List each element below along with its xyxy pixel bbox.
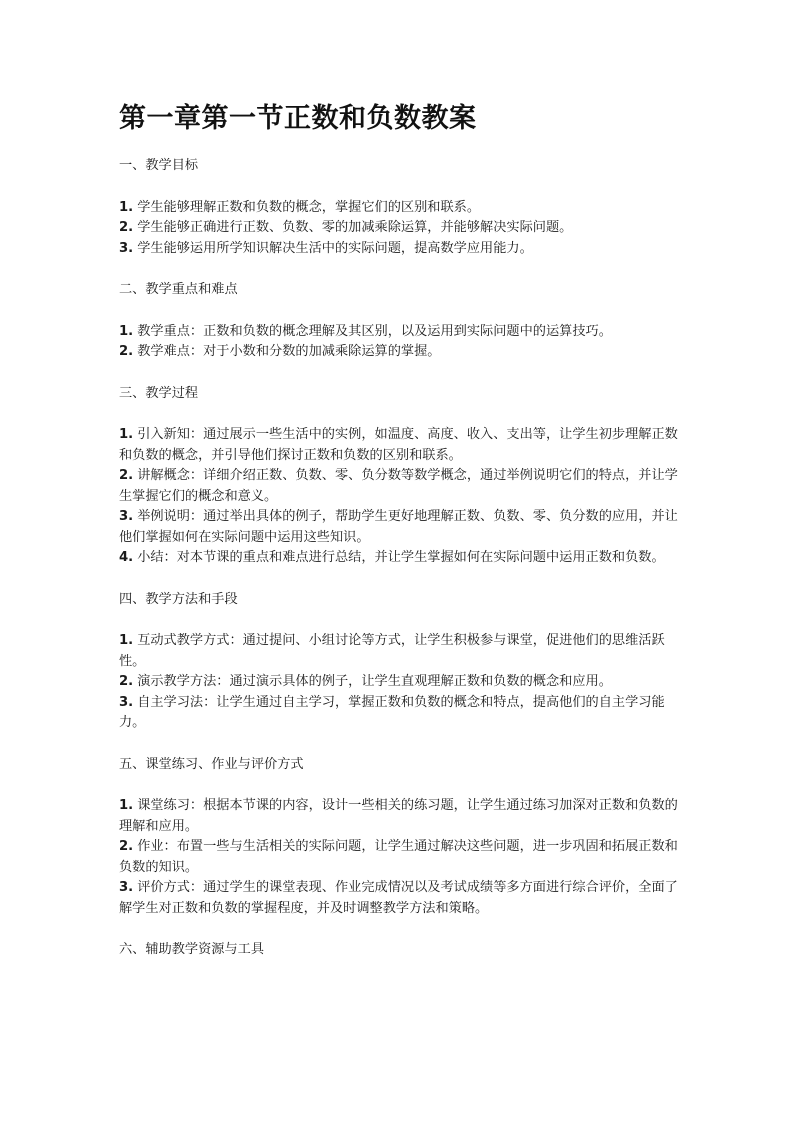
list-item-number: 2.	[119, 468, 134, 483]
list-item-number: 3.	[119, 509, 134, 524]
document-page	[119, 100, 689, 982]
list-item-number: 3.	[119, 694, 134, 710]
list-item-number: 4.	[119, 550, 134, 565]
list-item-text: 教学难点：对于小数和分数的加减乘除运算的掌握。	[137, 344, 441, 359]
list-item-number: 2.	[119, 674, 134, 689]
section-heading: 一、教学目标	[119, 158, 199, 173]
section-heading: 四、教学方法和手段	[119, 591, 238, 607]
list-item-text: 小结：对本节课的重点和难点进行总结，并让学生掌握如何在实际问题中运用正数和负数。	[137, 550, 665, 565]
section-heading: 六、辅助教学资源与工具	[119, 942, 265, 957]
section-heading: 二、教学重点和难点	[119, 282, 238, 297]
section-3	[119, 384, 689, 569]
numbered-list	[119, 796, 689, 919]
list-item	[119, 672, 689, 693]
list-item	[119, 322, 689, 343]
list-item	[119, 425, 689, 466]
list-item-text: 学生能够理解正数和负数的概念，掌握它们的区别和联系。	[137, 199, 481, 215]
list-item-text: 作业：布置一些与生活相关的实际问题，让学生通过解决这些问题，进一步巩固和拓展正数和负数的知识。	[119, 839, 678, 875]
numbered-list	[119, 425, 689, 569]
list-item-text: 演示教学方法：通过演示具体的例子，让学生直观理解正数和负数的概念和应用。	[137, 674, 612, 689]
list-item	[119, 239, 689, 260]
list-item	[119, 837, 689, 878]
document-body	[119, 156, 689, 961]
list-item	[119, 693, 689, 734]
list-item-text: 学生能够正确进行正数、负数、零的加减乘除运算，并能够解决实际问题。	[137, 220, 573, 235]
list-item-text: 学生能够运用所学知识解决生活中的实际问题，提高数学应用能力。	[137, 240, 533, 256]
numbered-list	[119, 198, 689, 260]
section-heading: 三、教学过程	[119, 385, 199, 401]
list-item-number: 1.	[119, 633, 134, 648]
list-item-number: 1.	[119, 798, 134, 813]
list-item	[119, 218, 689, 239]
section-5	[119, 755, 689, 920]
list-item	[119, 466, 689, 507]
numbered-list	[119, 631, 689, 734]
list-item	[119, 878, 689, 919]
list-item-number: 2.	[119, 220, 134, 235]
list-item	[119, 631, 689, 672]
list-item	[119, 548, 689, 569]
list-item-number: 3.	[119, 240, 134, 256]
list-item-number: 3.	[119, 880, 134, 895]
list-item-number: 1.	[119, 323, 134, 339]
list-item-text: 引入新知：通过展示一些生活中的实例，如温度、高度、收入、支出等，让学生初步理解正数和负数的概念，并引导他们探讨正数和负数的区别和联系。	[119, 427, 678, 463]
list-item	[119, 796, 689, 837]
list-item-number: 1.	[119, 427, 134, 442]
list-item	[119, 198, 689, 219]
list-item-text: 课堂练习：根据本节课的内容，设计一些相关的练习题，让学生通过练习加深对正数和负数的理解和应用。	[119, 798, 678, 834]
list-item-text: 自主学习法：让学生通过自主学习，掌握正数和负数的概念和特点，提高他们的自主学习能力。	[119, 694, 665, 730]
list-item-text: 互动式教学方式：通过提问、小组讨论等方式，让学生积极参与课堂，促进他们的思维活跃性。	[119, 633, 665, 669]
list-item-text: 评价方式：通过学生的课堂表现、作业完成情况以及考试成绩等多方面进行综合评价，全面了解学生对正数和负数的掌握程度，并及时调整教学方法和策略。	[119, 880, 678, 916]
list-item-text: 讲解概念：详细介绍正数、负数、零、负分数等数学概念，通过举例说明它们的特点，并让学生掌握它们的概念和意义。	[119, 468, 678, 504]
list-item-number: 1.	[119, 199, 134, 215]
list-item-text: 教学重点：正数和负数的概念理解及其区别，以及运用到实际问题中的运算技巧。	[137, 323, 612, 339]
numbered-list	[119, 322, 689, 363]
list-item	[119, 342, 689, 363]
list-item-text: 举例说明：通过举出具体的例子，帮助学生更好地理解正数、负数、零、负分数的应用，并让他们掌握如何在实际问题中运用这些知识。	[119, 509, 678, 545]
section-4	[119, 590, 689, 734]
section-heading: 五、课堂练习、作业与评价方式	[119, 756, 304, 772]
list-item-number: 2.	[119, 344, 134, 359]
list-item	[119, 507, 689, 548]
section-2	[119, 280, 689, 363]
section-6	[119, 940, 689, 961]
document-title: 第一章第一节正数和负数教案	[119, 103, 477, 134]
list-item-number: 2.	[119, 839, 134, 854]
section-1	[119, 156, 689, 259]
